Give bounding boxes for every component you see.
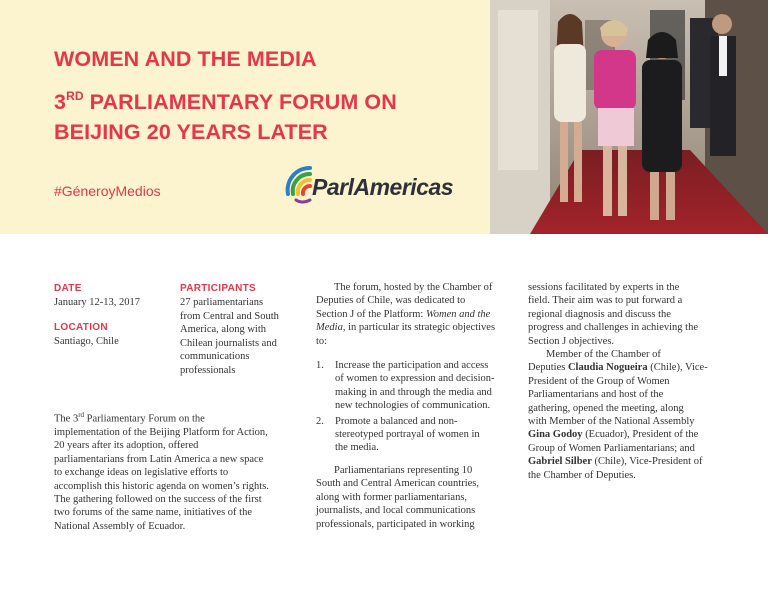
ordinal-sup: rd xyxy=(78,411,85,419)
text-line: National Assembly of Ecuador. xyxy=(54,520,186,532)
text-line: Increase the participation and access xyxy=(335,360,489,371)
italic-run: Women and the xyxy=(425,308,491,320)
text-line: along with former parliamentarians, xyxy=(316,491,468,503)
text-run: (Chile), Vice-President of xyxy=(591,456,703,468)
text-line: Group of Women Parliamentarians; and xyxy=(528,442,695,454)
text-line: 20 years after its adoption, offered xyxy=(54,440,199,452)
participants-value xyxy=(180,296,300,377)
text-line: professionals, participated in working xyxy=(316,518,475,530)
forum-title-line1 xyxy=(54,90,397,115)
text-line: gathering, opened the meeting, along xyxy=(528,402,684,414)
list-number: 2. xyxy=(316,415,324,427)
participants-line: Chilean journalists and xyxy=(180,337,277,349)
forum-ordinal: RD xyxy=(66,89,84,103)
person-name: Claudia Nogueira xyxy=(567,362,648,374)
participants-line: from Central and South xyxy=(180,310,279,322)
text-line: The gathering followed on the success of the first xyxy=(54,493,262,505)
opening-paragraph xyxy=(528,348,748,482)
text-run: Parliamentarians representing 10 xyxy=(334,465,473,476)
logo-wordmark: ParlAmericas xyxy=(312,174,454,200)
text-run: Deputies xyxy=(528,362,568,374)
participants-line: communications xyxy=(180,351,250,362)
text-line: the media. xyxy=(335,442,379,454)
text-run: The 3 xyxy=(54,413,79,425)
date-label: DATE xyxy=(54,283,82,294)
text-line: new technologies of communication. xyxy=(335,400,491,412)
text-line: journalists, and local communications xyxy=(316,505,476,517)
text-line: stereotyped portrayal of women in xyxy=(335,429,480,441)
objectives-list xyxy=(316,359,516,457)
participants-line: 27 parliamentarians xyxy=(180,297,264,308)
text-run: Member of the Chamber of xyxy=(546,349,661,360)
text-run: , in particular its strategic objectives xyxy=(342,322,496,334)
text-line: Section J objectives. xyxy=(528,335,615,347)
text-line: two forums of the same name, initiatives of the xyxy=(54,507,252,519)
text-line: making in and through the media and xyxy=(335,386,492,398)
text-line: accomplish this historic agenda on women’s rights. xyxy=(54,480,269,492)
text-line: of women to expression and decision- xyxy=(335,373,495,385)
text-line: the Chamber of Deputies. xyxy=(528,469,636,481)
text-line: regional diagnosis and discuss the xyxy=(528,308,671,320)
forum-title-line2: BEIJING 20 YEARS LATER xyxy=(54,120,328,144)
text-line: Deputies of Chile, was dedicated to xyxy=(316,295,466,307)
list-number: 1. xyxy=(316,360,324,371)
location-value: Santiago, Chile xyxy=(54,336,119,347)
text-run: Parliamentary Forum on the xyxy=(84,413,205,425)
text-line xyxy=(528,428,748,441)
text-line xyxy=(316,321,516,334)
text-line xyxy=(528,348,748,361)
text-line: Promote a balanced and non- xyxy=(335,415,458,427)
text-line: field. Their aim was to put forward a xyxy=(528,295,683,307)
intro-paragraph xyxy=(54,409,304,533)
person-name: Gabriel Silber xyxy=(528,456,592,468)
location-label: LOCATION xyxy=(54,322,108,333)
text-line: Parliamentarians and host of the xyxy=(528,389,664,401)
text-line: South and Central American countries, xyxy=(316,478,480,490)
participants-line: America, along with xyxy=(180,324,267,335)
text-run: Section J of the Platform: xyxy=(316,308,426,320)
date-value: January 12-13, 2017 xyxy=(54,297,141,308)
delegates-photo xyxy=(490,0,768,234)
forum-paragraph xyxy=(316,281,516,348)
text-run: (Chile), Vice- xyxy=(647,362,708,374)
participants-paragraph xyxy=(316,464,516,531)
text-line xyxy=(316,464,516,477)
text-line: with Member of the National Assembly xyxy=(528,416,695,428)
italic-run: Media xyxy=(316,322,343,334)
text-line xyxy=(316,308,516,321)
participants-line: professionals xyxy=(180,364,236,376)
forum-number: 3 xyxy=(54,90,67,114)
text-line: implementation of the Beijing Platform for Action, xyxy=(54,426,268,438)
text-line: parliamentarians from Latin America a new space xyxy=(54,453,264,465)
text-line: President of the Group of Women xyxy=(528,375,670,387)
participants-label: PARTICIPANTS xyxy=(180,283,257,294)
text-line: sessions facilitated by experts in the xyxy=(528,282,680,293)
forum-title-rest: PARLIAMENTARY FORUM ON xyxy=(83,90,397,114)
text-line: to exchange ideas on legislative efforts to xyxy=(54,467,229,479)
person-name: Gina Godoy xyxy=(528,429,583,441)
hashtag: #GéneroyMedios xyxy=(54,183,161,199)
text-line: to: xyxy=(316,335,328,347)
text-line: progress and challenges in achieving the xyxy=(528,322,698,334)
sessions-paragraph xyxy=(528,281,748,348)
text-line xyxy=(528,455,748,468)
list-item xyxy=(316,359,516,413)
text-line xyxy=(528,361,748,374)
text-line xyxy=(54,409,304,426)
text-run: (Ecuador), President of the xyxy=(582,429,699,441)
list-item xyxy=(316,415,516,455)
document-title: WOMEN AND THE MEDIA xyxy=(54,47,317,71)
text-line xyxy=(316,281,516,294)
text-run: The forum, hosted by the Chamber of xyxy=(334,282,493,293)
